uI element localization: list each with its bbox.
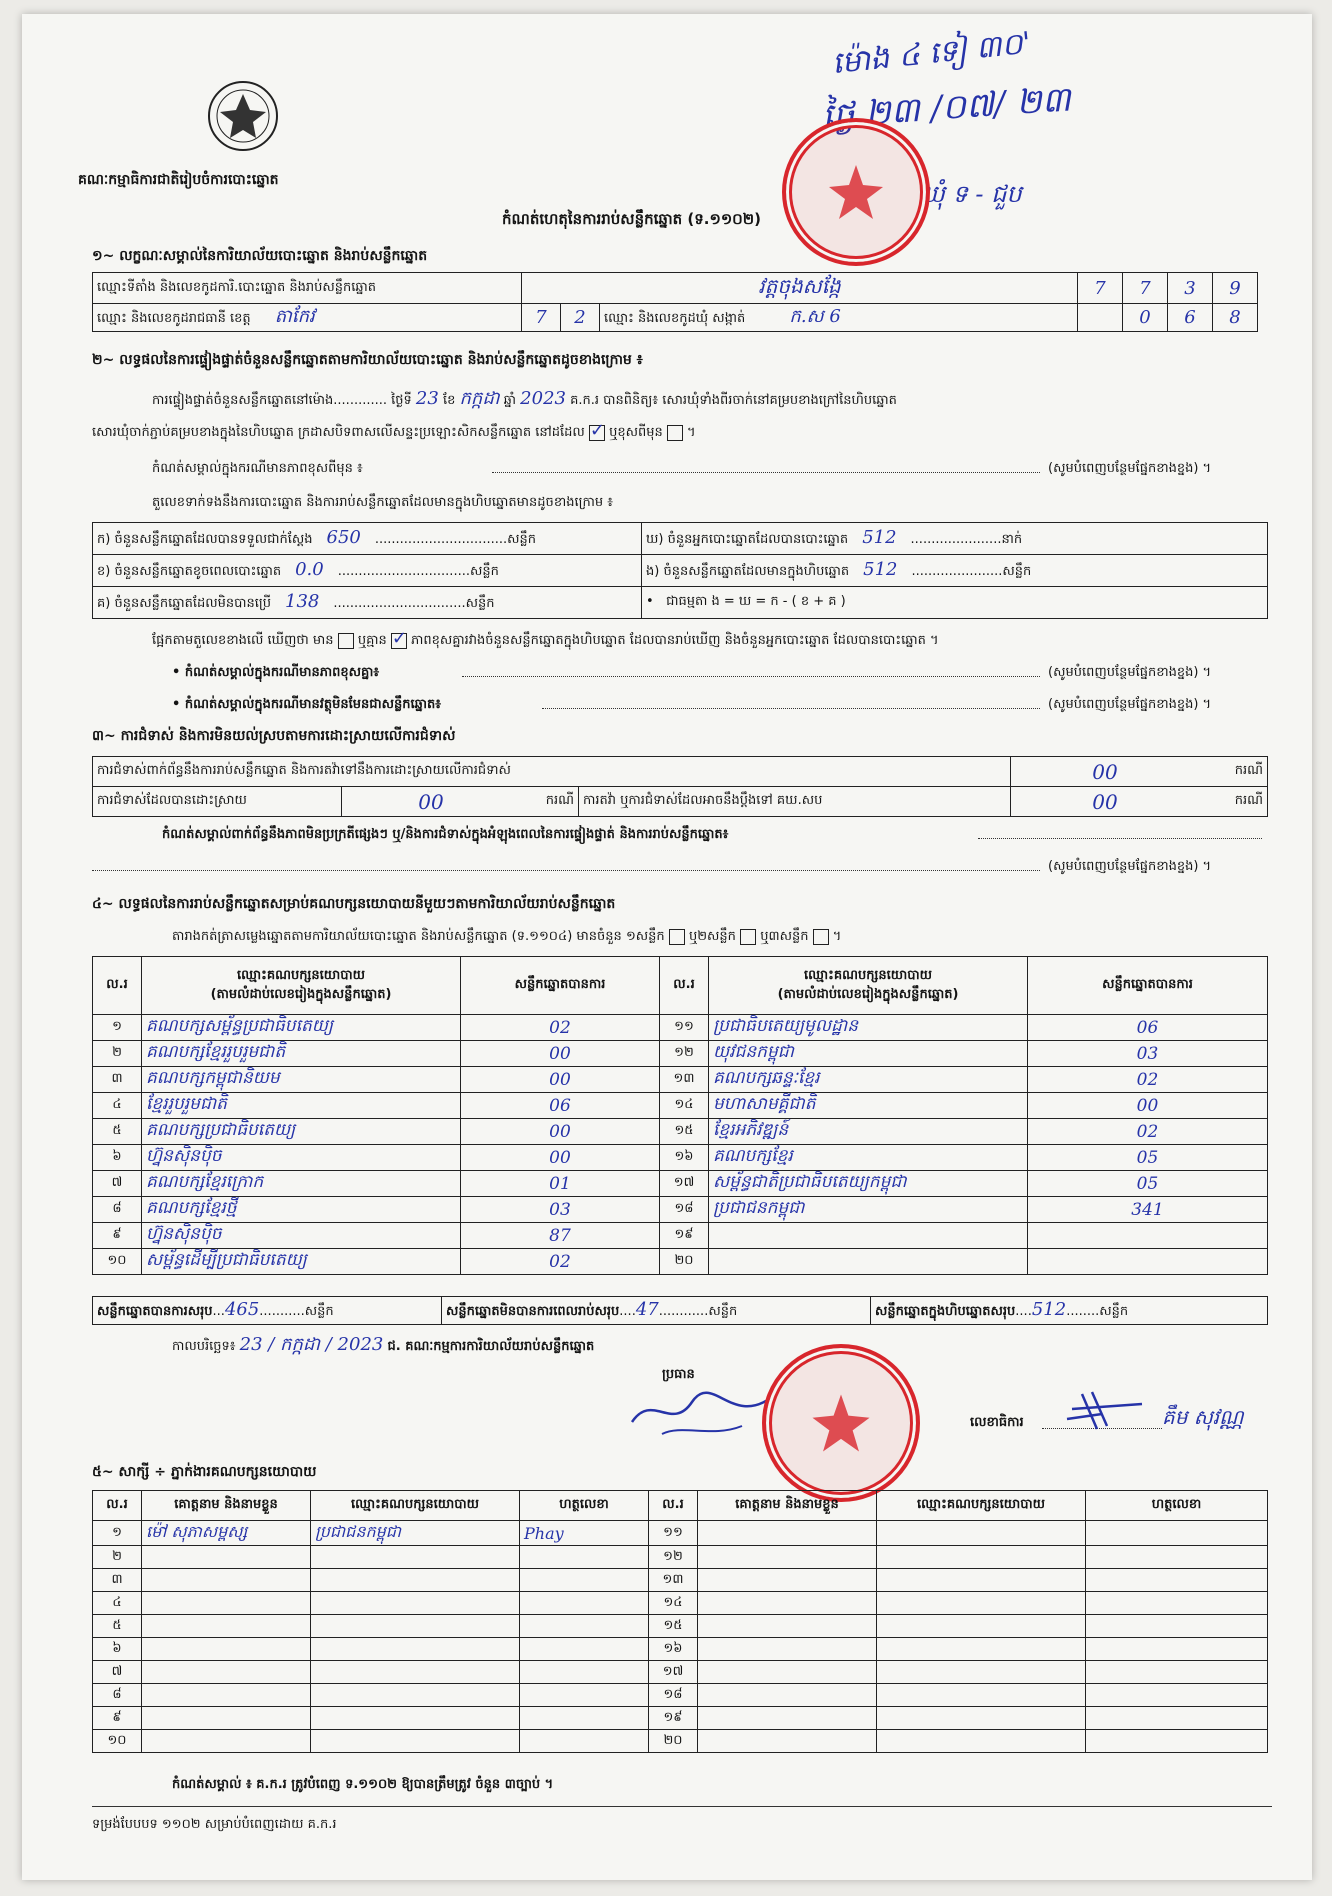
witness-party: ប្រជាជនកម្ពុជា — [311, 1521, 520, 1546]
witness-name — [698, 1615, 877, 1638]
witness-name — [698, 1730, 877, 1753]
table-row — [93, 1067, 1268, 1093]
witness-signature — [1086, 1615, 1268, 1638]
row-number: ៩ — [93, 1223, 142, 1249]
witness-signature — [1086, 1661, 1268, 1684]
total-ballots: សន្លឹកឆ្នោតក្នុងហិបឆ្នោតសរុប....512........សន្លឹក — [871, 1297, 1268, 1325]
vote-count — [1028, 1223, 1268, 1249]
witness-name — [698, 1546, 877, 1569]
witness-signature — [520, 1592, 649, 1615]
witness-party — [877, 1730, 1086, 1753]
verify-year: 2023 — [520, 388, 566, 409]
row-number: ១៥ — [649, 1615, 698, 1638]
witness-name — [142, 1684, 311, 1707]
no-diff-checkbox[interactable] — [391, 633, 407, 649]
witness-signature — [520, 1707, 649, 1730]
vote-count: 05 — [1028, 1171, 1268, 1197]
total-invalid-value: 47 — [635, 1299, 659, 1320]
party-name: គណបក្សកម្ពុជានិយម — [142, 1067, 461, 1093]
vote-count: 00 — [461, 1041, 660, 1067]
party-name: ហ្វ៊ុនស៊ិនប៉ិច — [142, 1145, 461, 1171]
witness-signature — [520, 1546, 649, 1569]
row-number: ១៦ — [660, 1145, 709, 1171]
witness-table — [92, 1490, 1268, 1753]
row-number: ១១ — [660, 1015, 709, 1041]
party-name: គណបក្សប្រជាធិបតេយ្យ — [142, 1119, 461, 1145]
objection-label: ការជំទាស់ពាក់ព័ន្ធនឹងការរាប់សន្លឹកឆ្នោត និងការតវ៉ាទៅនឹងការដោះស្រាយលើការជំទាស់ — [93, 757, 1011, 787]
table-row — [93, 1661, 1268, 1684]
witness-party — [311, 1615, 520, 1638]
dotted-line — [492, 472, 1040, 473]
table-row — [93, 1521, 1268, 1546]
row-number: ១២ — [649, 1546, 698, 1569]
col-no: ល.រ — [93, 1491, 142, 1521]
verify-month: កក្កដា — [459, 388, 500, 409]
row-number: ៣ — [93, 1569, 142, 1592]
section4-title: ៤~ លទ្ធផលនៃការរាប់សន្លឹកឆ្នោតសម្រាប់គណបក្សនយោបាយនីមួយៗតាមការិយាល័យរាប់សន្លឹកឆ្នោត — [92, 896, 616, 912]
party-name: គណបក្សឆន្ទៈខ្មែរ — [709, 1067, 1028, 1093]
vote-count: 00 — [1028, 1093, 1268, 1119]
verify-line2: សោរឃុំចាក់ភ្ជាប់គម្របខាងក្នុងនៃហិបឆ្នោត ក្រដាសបិទពាសលើសន្ទះប្រឡោះសិកសន្លឹកឆ្នោត នៅដដែល ✓ ឬខុសពីមុន ។ — [92, 424, 1262, 443]
commune-code-digit: 6 — [1168, 304, 1213, 332]
table-row — [93, 1041, 1268, 1067]
witness-signature: Phay — [520, 1521, 649, 1546]
station-code-digit: 9 — [1213, 273, 1258, 304]
party-name: ខ្មែររួបរួមជាតិ — [142, 1093, 461, 1119]
witness-party — [311, 1546, 520, 1569]
president-signature-icon — [622, 1382, 782, 1442]
witness-party — [311, 1661, 520, 1684]
table-row — [93, 1730, 1268, 1753]
row-number: ១៦ — [649, 1638, 698, 1661]
case-unit: ករណី — [1199, 787, 1268, 817]
section1-table — [92, 272, 1258, 332]
figure-gho-value: 512 — [862, 527, 897, 548]
figure-kha: ខ) ចំនួនសន្លឹកឆ្នោតខូចពេលបោះឆ្នោត 0.0 ................................សន្លឹក — [93, 555, 642, 587]
party-name: គណបក្សសម្ព័ន្ធប្រជាធិបតេយ្យ — [142, 1015, 461, 1041]
figures-table — [92, 522, 1268, 619]
col-no: ល.រ — [660, 957, 709, 1015]
row-number: ១ — [93, 1015, 142, 1041]
has-diff-checkbox[interactable] — [338, 633, 354, 649]
party-name — [709, 1249, 1028, 1275]
row-number: ៩ — [93, 1707, 142, 1730]
vote-count: 05 — [1028, 1145, 1268, 1171]
witness-signature — [520, 1569, 649, 1592]
handwritten-date: ថ្ងៃ ២៣ /០៧/ ២៣ — [820, 79, 1073, 137]
row-number: ១៤ — [660, 1093, 709, 1119]
secretary-label: លេខាធិការ — [970, 1415, 1024, 1430]
row-number: ១៣ — [660, 1067, 709, 1093]
commune-label: ឈ្មោះ និងលេខកូដឃុំ សង្កាត់ ក.ស 6 — [600, 304, 1078, 332]
party-name: គណបក្សខ្មែរថ្មី — [142, 1197, 461, 1223]
fill-note: (សូមបំពេញបន្ថែមផ្នែកខាងខ្នង) ។ — [1048, 665, 1212, 680]
witness-party — [877, 1592, 1086, 1615]
table-row — [93, 1145, 1268, 1171]
vote-count: 00 — [461, 1067, 660, 1093]
dotted-line — [542, 708, 1040, 709]
vote-count: 02 — [1028, 1067, 1268, 1093]
date-line: កាលបរិច្ឆេទ៖ 23 / កក្កដា / 2023 ជ. គណៈកម្មការការិយាល័យរាប់សន្លឹកឆ្នោត — [172, 1334, 595, 1355]
row-number: ១៥ — [660, 1119, 709, 1145]
row-number: ២០ — [660, 1249, 709, 1275]
table-row — [93, 1592, 1268, 1615]
table-row — [93, 1638, 1268, 1661]
row-number: ១៨ — [649, 1684, 698, 1707]
col-sign: ហត្ថលេខា — [520, 1491, 649, 1521]
row-number: ១៧ — [660, 1171, 709, 1197]
station-code-digit: 7 — [1123, 273, 1168, 304]
vote-count: 01 — [461, 1171, 660, 1197]
row-number: ៨ — [93, 1684, 142, 1707]
party-name: គណបក្សខ្មែររួបរួមជាតិ — [142, 1041, 461, 1067]
row-number: ១៨ — [660, 1197, 709, 1223]
section3-title: ៣~ ការជំទាស់ និងការមិនយល់ស្របតាមការដោះស្រាយលើការជំទាស់ — [92, 728, 456, 744]
form-code: ទម្រង់បែបបទ ១១០២ សម្រាប់បំពេញដោយ គ.ក.រ — [92, 1817, 337, 1832]
province-label: ឈ្មោះ និងលេខកូដរាជធានី ខេត្ត តាកែវ — [93, 304, 522, 332]
witness-party — [311, 1638, 520, 1661]
row-number: ១២ — [660, 1041, 709, 1067]
table-row — [93, 1684, 1268, 1707]
table-row — [93, 1171, 1268, 1197]
changed-checkbox[interactable] — [667, 425, 683, 441]
witness-name — [142, 1546, 311, 1569]
committee-name: គណៈកម្មាធិការជាតិរៀបចំការបោះឆ្នោត — [78, 172, 279, 188]
section5-title: ៥~ សាក្សី ÷ ភ្នាក់ងារគណបក្សនយោបាយ — [92, 1464, 317, 1480]
party-name: យុវជនកម្ពុជា — [709, 1041, 1028, 1067]
witness-signature — [1086, 1592, 1268, 1615]
col-party: ឈ្មោះគណបក្សនយោបាយ (តាមលំដាប់លេខរៀងក្នុងសន្លឹកឆ្នោត) — [142, 957, 461, 1015]
fill-note: (សូមបំពេញបន្ថែមផ្នែកខាងខ្នង) ។ — [1048, 697, 1212, 712]
case-unit: ករណី — [1199, 757, 1268, 787]
dotted-line — [978, 838, 1262, 839]
divider — [92, 1806, 1272, 1807]
vote-count: 06 — [1028, 1015, 1268, 1041]
table-row — [93, 1197, 1268, 1223]
row-number: ១៧ — [649, 1661, 698, 1684]
figure-formula: • ជាធម្មតា ង = ឃ = ក - ( ខ + គ ) — [642, 587, 1268, 619]
results-table — [92, 956, 1268, 1275]
seal-emblem-icon — [821, 157, 891, 227]
witness-party — [311, 1592, 520, 1615]
witness-party — [877, 1521, 1086, 1546]
row-number: ១០ — [93, 1730, 142, 1753]
col-votes: សន្លឹកឆ្នោតបានការ — [1028, 957, 1268, 1015]
secretary-signature-icon — [1062, 1384, 1162, 1434]
commune-name: ក.ស 6 — [789, 306, 841, 327]
table-row — [93, 1223, 1268, 1249]
witness-name — [698, 1661, 877, 1684]
three-sheet-checkbox[interactable] — [813, 929, 829, 945]
note-difference: • កំណត់សម្គាល់ក្នុងករណីមានភាពខុសគ្នា៖ — [172, 665, 380, 680]
vote-count: 00 — [461, 1145, 660, 1171]
party-name: សម្ព័ន្ធជាតិប្រជាធិបតេយ្យកម្ពុជា — [709, 1171, 1028, 1197]
nec-emblem-icon — [198, 76, 288, 156]
witness-name — [698, 1707, 877, 1730]
total-valid-value: 465 — [224, 1299, 260, 1320]
witness-name — [142, 1707, 311, 1730]
section2-title: ២~ លទ្ធផលនៃការផ្ទៀងផ្ទាត់ចំនួនសន្លឹកឆ្នោតតាមការិយាល័យបោះឆ្នោត និងរាប់សន្លឹកឆ្នោតដូចខាងក្រោម ៖ — [92, 352, 643, 368]
commune-code-digit: 0 — [1123, 304, 1168, 332]
red-seal-bottom — [762, 1344, 920, 1502]
witness-party — [311, 1569, 520, 1592]
vote-count: 87 — [461, 1223, 660, 1249]
fill-note: (សូមបំពេញបន្ថែមផ្នែកខាងខ្នង) ។ — [1048, 461, 1212, 476]
table-row — [93, 1093, 1268, 1119]
president-label: ប្រធាន — [662, 1367, 695, 1382]
compare-line: ផ្អែកតាមតួលេខខាងលើ ឃើញថា មាន ឬគ្មាន ✓ ភាពខុសគ្នារវាងចំនួនសន្លឹកឆ្នោតក្នុងហិបឆ្នោត ដែលបានរាប់ឃើញ និងចំនួនអ្នកបោះឆ្នោត ដែលបានបោះឆ្នោត ។ — [152, 632, 1262, 651]
vote-count: 02 — [1028, 1119, 1268, 1145]
col-party: ឈ្មោះគណបក្សនយោបាយ (តាមលំដាប់លេខរៀងក្នុងសន្លឹកឆ្នោត) — [709, 957, 1028, 1015]
figure-ka: ក) ចំនួនសន្លឹកឆ្នោតដែលបានទទួលជាក់ស្តែង 650 ................................សន្លឹក — [93, 523, 642, 555]
witness-party — [877, 1546, 1086, 1569]
vote-count: 06 — [461, 1093, 660, 1119]
row-number: ៥ — [93, 1615, 142, 1638]
witness-name — [698, 1638, 877, 1661]
col-name: គោត្តនាម និងនាមខ្លួន — [142, 1491, 311, 1521]
vote-count: 03 — [1028, 1041, 1268, 1067]
table-row — [93, 1569, 1268, 1592]
appeal-label: ការតវ៉ា ឬការជំទាស់ដែលអាចនឹងប្តឹងទៅ គឃ.សប — [579, 787, 1011, 817]
witness-party — [877, 1707, 1086, 1730]
row-number: ២ — [93, 1041, 142, 1067]
table-row — [93, 1546, 1268, 1569]
row-number: ២ — [93, 1546, 142, 1569]
figures-intro: តួលេខទាក់ទងនឹងការបោះឆ្នោត និងការរាប់សន្លឹកឆ្នោតដែលមានក្នុងហិបឆ្នោតមានដូចខាងក្រោម ៖ — [152, 495, 613, 510]
witness-signature — [1086, 1730, 1268, 1753]
witness-name — [142, 1661, 311, 1684]
total-invalid: សន្លឹកឆ្នោតមិនបានការពេលរាប់សរុប....47............សន្លឹក — [442, 1297, 871, 1325]
note-foreign-object: • កំណត់សម្គាល់ក្នុងករណីមានវត្ថុមិនមែនជាសន្លឹកឆ្នោត៖ — [172, 697, 441, 712]
irregularity-note: កំណត់សម្គាល់ពាក់ព័ន្ធនឹងភាពមិនប្រក្រតីផ្សេងៗ ឬ/និងការជំទាស់ក្នុងអំឡុងពេលនៃការផ្ទៀងផ្ទាត់ និងការរាប់សន្លឹកឆ្នោត៖ — [162, 827, 729, 842]
seal-emblem-icon — [804, 1386, 878, 1460]
red-seal-top — [782, 118, 930, 266]
witness-party — [877, 1684, 1086, 1707]
row-number: ៨ — [93, 1197, 142, 1223]
totals-table — [92, 1296, 1268, 1325]
party-name: គណបក្សខ្មែរ — [709, 1145, 1028, 1171]
same-checkbox[interactable] — [589, 425, 605, 441]
figure-ngo: ង) ចំនួនសន្លឹកឆ្នោតដែលមានក្នុងហិបឆ្នោត 512 ......................សន្លឹក — [642, 555, 1268, 587]
col-name: គោត្តនាម និងនាមខ្លួន — [698, 1491, 877, 1521]
commune-code-digit: 8 — [1213, 304, 1258, 332]
province-code-digit: 2 — [561, 304, 600, 332]
row-number: ១៩ — [649, 1707, 698, 1730]
witness-name — [142, 1569, 311, 1592]
row-number: ១១ — [649, 1521, 698, 1546]
tally-sheet-line: តារាងកត់ត្រាសម្លេងឆ្នោតតាមការិយាល័យបោះឆ្នោត និងរាប់សន្លឹកឆ្នោត (ទ.១១០៤) មានចំនួន ១សន្លឹក ឬ២សន្លឹក ឬ៣សន្លឹក ។ — [172, 929, 842, 944]
row-number: ១៩ — [660, 1223, 709, 1249]
handwritten-time: ម៉ោង ៤ ទៀ ៣០' — [830, 25, 1033, 82]
row-number: ៦ — [93, 1638, 142, 1661]
vote-count — [1028, 1249, 1268, 1275]
witness-signature — [520, 1730, 649, 1753]
appeal-count: 00 — [1011, 787, 1200, 817]
province-name: តាកែវ — [274, 306, 315, 327]
total-ballots-value: 512 — [1031, 1299, 1067, 1320]
row-number: ៣ — [93, 1067, 142, 1093]
table-row — [93, 1249, 1268, 1275]
party-name: ខ្មែរអភិវឌ្ឍន៍ — [709, 1119, 1028, 1145]
witness-signature — [1086, 1684, 1268, 1707]
witness-name — [142, 1592, 311, 1615]
col-no: ល.រ — [649, 1491, 698, 1521]
vote-count: 02 — [461, 1015, 660, 1041]
table-row — [93, 1119, 1268, 1145]
one-sheet-checkbox[interactable] — [669, 929, 685, 945]
fill-note: (សូមបំពេញបន្ថែមផ្នែកខាងខ្នង) ។ — [1048, 859, 1212, 874]
row-number: ៥ — [93, 1119, 142, 1145]
col-party: ឈ្មោះគណបក្សនយោបាយ — [877, 1491, 1086, 1521]
party-name — [709, 1223, 1028, 1249]
resolved-count: 00 — [342, 787, 521, 817]
party-name: ហ្វ៊ុនស៊ិនប៉ិច — [142, 1223, 461, 1249]
witness-name — [698, 1569, 877, 1592]
handwritten-commune: ឃុំ ទ - ជួប — [922, 180, 1022, 208]
witness-party — [311, 1707, 520, 1730]
witness-party — [877, 1569, 1086, 1592]
vote-count: 341 — [1028, 1197, 1268, 1223]
table-row — [93, 1707, 1268, 1730]
station-name: វត្តចុងសង្កែ — [522, 273, 1078, 304]
witness-name — [698, 1592, 877, 1615]
row-number: ១៣ — [649, 1569, 698, 1592]
total-valid: សន្លឹកឆ្នោតបានការសរុប...465...........សន្លឹក — [93, 1297, 442, 1325]
party-name: ប្រជាធិបតេយ្យមូលដ្ឋាន — [709, 1015, 1028, 1041]
witness-party — [877, 1615, 1086, 1638]
note-diff-label: កំណត់សម្គាល់ក្នុងករណីមានភាពខុសពីមុន ៖ — [152, 461, 363, 476]
row-number: ៤ — [93, 1093, 142, 1119]
row-number: ៤ — [93, 1592, 142, 1615]
figure-kha-value: 0.0 — [295, 559, 324, 580]
figure-ka-value: 650 — [326, 527, 361, 548]
witness-signature — [1086, 1546, 1268, 1569]
row-number: ១០ — [93, 1249, 142, 1275]
witness-signature — [1086, 1707, 1268, 1730]
col-votes: សន្លឹកឆ្នោតបានការ — [461, 957, 660, 1015]
witness-party — [311, 1684, 520, 1707]
witness-signature — [520, 1661, 649, 1684]
witness-party — [877, 1638, 1086, 1661]
resolved-label: ការជំទាស់ដែលបានដោះស្រាយ — [93, 787, 342, 817]
objection-count: 00 — [1011, 757, 1200, 787]
row-number: ១៤ — [649, 1592, 698, 1615]
row-number: ៧ — [93, 1171, 142, 1197]
verify-day: 23 — [415, 388, 439, 409]
witness-signature — [1086, 1569, 1268, 1592]
table-row — [93, 1015, 1268, 1041]
party-name: គណបក្សខ្មែរក្រោក — [142, 1171, 461, 1197]
form-sheet — [22, 14, 1312, 1880]
dotted-line — [92, 870, 1040, 871]
witness-signature — [520, 1638, 649, 1661]
vote-count: 03 — [461, 1197, 660, 1223]
row-number: ៧ — [93, 1661, 142, 1684]
sign-date: 23 / កក្កដា / 2023 — [239, 1334, 384, 1355]
witness-name — [698, 1684, 877, 1707]
table-row — [93, 1615, 1268, 1638]
footnote: កំណត់សម្គាល់ ៖ គ.ក.រ ត្រូវបំពេញ ទ.១១០២ ឱ្យបានត្រឹមត្រូវ ចំនួន ៣ច្បាប់ ។ — [172, 1777, 554, 1792]
figure-ngo-value: 512 — [863, 559, 898, 580]
witness-name — [142, 1638, 311, 1661]
witness-name: ម៉ៅ សុភាសម្ពស្ស — [142, 1521, 311, 1546]
vote-count: 02 — [461, 1249, 660, 1275]
station-code-digit: 3 — [1168, 273, 1213, 304]
col-sign: ហត្ថលេខា — [1086, 1491, 1268, 1521]
col-party: ឈ្មោះគណបក្សនយោបាយ — [311, 1491, 520, 1521]
party-name: សម្ព័ន្ធដើម្បីប្រជាធិបតេយ្យ — [142, 1249, 461, 1275]
dotted-line — [462, 676, 1040, 677]
witness-name — [142, 1615, 311, 1638]
witness-signature — [1086, 1521, 1268, 1546]
secretary-name: គឹម សុវណ្ណ — [1162, 1405, 1244, 1429]
witness-party — [311, 1730, 520, 1753]
witness-signature — [1086, 1638, 1268, 1661]
section1-title: ១~ លក្ខណៈសម្គាល់នៃការិយាល័យបោះឆ្នោត និងរាប់សន្លឹកឆ្នោត — [92, 248, 428, 264]
case-unit: ករណី — [520, 787, 579, 817]
two-sheet-checkbox[interactable] — [740, 929, 756, 945]
witness-signature — [520, 1684, 649, 1707]
verify-line1: ការផ្ទៀងផ្ទាត់ចំនួនសន្លឹកឆ្នោតនៅម៉ោង............. ថ្ងៃទី 23 ខែ កក្កដា ឆ្នាំ 2023 គ.ក.រ បានពិនិត្យ៖ សោរឃុំទាំងពីរចាក់នៅគម្របខាងក្រៅនៃហិបឆ្នោត — [152, 388, 897, 409]
col-no: ល.រ — [93, 957, 142, 1015]
row-number: ២០ — [649, 1730, 698, 1753]
station-label: ឈ្មោះទីតាំង និងលេខកូដការិ.បោះឆ្នោត និងរាប់សន្លឹកឆ្នោត — [93, 273, 522, 304]
witness-name — [698, 1521, 877, 1546]
province-code-digit: 7 — [522, 304, 561, 332]
row-number: ១ — [93, 1521, 142, 1546]
party-name: មហាសាមគ្គីជាតិ — [709, 1093, 1028, 1119]
witness-party — [877, 1661, 1086, 1684]
figure-ko-value: 138 — [285, 591, 320, 612]
row-number: ៦ — [93, 1145, 142, 1171]
witness-signature — [520, 1615, 649, 1638]
station-code-digit: 7 — [1078, 273, 1123, 304]
vote-count: 00 — [461, 1119, 660, 1145]
objection-table — [92, 756, 1268, 817]
figure-ko: គ) ចំនួនសន្លឹកឆ្នោតដែលមិនបានប្រើ 138 ................................សន្លឹក — [93, 587, 642, 619]
figure-gho: ឃ) ចំនួនអ្នកបោះឆ្នោតដែលបានបោះឆ្នោត 512 ......................នាក់ — [642, 523, 1268, 555]
party-name: ប្រជាជនកម្ពុជា — [709, 1197, 1028, 1223]
witness-name — [142, 1730, 311, 1753]
form-title: កំណត់ហេតុនៃការរាប់សន្លឹកឆ្នោត (ទ.១១០២) — [502, 210, 762, 228]
